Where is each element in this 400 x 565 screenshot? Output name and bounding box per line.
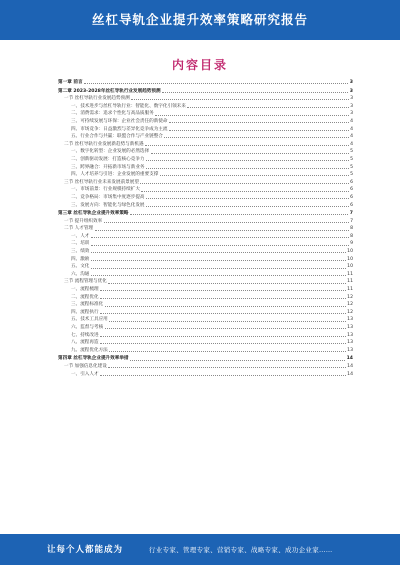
toc-leader-dots: [100, 290, 346, 291]
toc-entry-label: 五、技术工具应用: [71, 317, 108, 323]
toc-entry-label: 一、人才: [71, 233, 90, 239]
toc-entry[interactable]: [58, 294, 353, 302]
toc-leader-dots: [130, 360, 345, 361]
toc-entry-label: 三、流程标准化: [71, 302, 104, 308]
toc-entry-label: 一、数字化转型：企业发展的必然选择: [71, 149, 150, 155]
toc-entry-label: 六、监督与考核: [71, 325, 104, 330]
toc-leader-dots: [155, 115, 348, 116]
toc-leader-dots: [109, 321, 345, 322]
toc-entry[interactable]: [58, 371, 353, 379]
toc-entry-page: 5: [350, 149, 353, 155]
toc-entry[interactable]: [58, 271, 353, 279]
toc-entry-label: 三节 流程管理与优化: [64, 279, 107, 285]
toc-entry[interactable]: [58, 103, 353, 111]
toc-entry-page: 4: [350, 126, 353, 132]
toc-entry[interactable]: [58, 202, 353, 210]
toc-entry-label: 第一章 前言: [58, 80, 83, 85]
toc-entry[interactable]: [58, 88, 353, 96]
toc-leader-dots: [169, 122, 349, 123]
footer-slogan: 让每个人都能成为: [47, 545, 124, 555]
toc-entry[interactable]: [58, 301, 353, 309]
toc-entry[interactable]: [58, 332, 353, 340]
toc-leader-dots: [95, 230, 349, 231]
toc-entry-page: 4: [350, 118, 353, 124]
toc-leader-dots: [84, 83, 348, 84]
toc-entry-label: 一、流程梳理: [71, 287, 99, 293]
toc-entry-page: 7: [350, 218, 353, 224]
toc-entry-label: 三节 丝杠导轨行业未来发展前景展望: [64, 179, 139, 185]
toc-entry[interactable]: [58, 95, 353, 103]
toc-leader-dots: [100, 313, 346, 314]
toc-leader-dots: [187, 107, 348, 108]
toc-entry-page: 13: [347, 347, 353, 353]
toc-leader-dots: [91, 245, 349, 246]
toc-entry-page: 3: [349, 88, 353, 94]
toc-leader-dots: [104, 222, 349, 223]
toc-entry-page: 4: [350, 134, 353, 140]
toc-leader-dots: [151, 153, 349, 154]
toc-entry-label: 二、消费需求：追求个性化与高品质服务: [71, 111, 154, 117]
toc-entry-label: 第三章 丝杠导轨企业提升效率策略: [58, 211, 129, 217]
toc-entry[interactable]: [58, 248, 353, 256]
toc-entry-label: 二、流程优化: [71, 294, 99, 300]
toc-entry-label: 三、发展方向：智能化与绿色化发展: [71, 202, 145, 208]
toc-entry-label: 一节 提升组织效率: [64, 218, 103, 224]
toc-leader-dots: [108, 367, 345, 368]
toc-entry[interactable]: [58, 118, 353, 126]
toc-leader-dots: [91, 237, 349, 238]
toc-entry[interactable]: [58, 148, 353, 156]
toc-entry-label: 五、行业合作与共赢：联盟合作与产业链整合: [71, 134, 163, 140]
report-title: 丝杠导轨企业提升效率策略研究报告: [91, 12, 308, 27]
toc-entry-label: 一、技术进步与丝杠导轨行业：智能化、数字化引领未来: [71, 103, 186, 109]
toc-leader-dots: [105, 328, 346, 329]
toc-leader-dots: [164, 137, 348, 138]
toc-entry-label: 一、引入人才: [71, 371, 99, 377]
toc-entry[interactable]: [58, 225, 353, 233]
toc-entry[interactable]: [58, 256, 353, 264]
toc-leader-dots: [140, 183, 348, 184]
toc-entry-page: 6: [350, 194, 353, 200]
toc-entry-label: 六、沟通: [71, 271, 90, 277]
toc-entry-label: 二、竞争格局：市场集中度逐步提高: [71, 194, 145, 200]
toc-entry-page: 10: [347, 256, 353, 262]
toc-entry[interactable]: [58, 233, 353, 241]
toc-entry-page: 12: [347, 294, 353, 300]
toc-entry-label: 五、文化: [71, 264, 90, 270]
toc-entry-page: 5: [350, 164, 353, 170]
toc-entry[interactable]: [58, 363, 353, 371]
toc-entry[interactable]: [58, 347, 353, 355]
toc-entry[interactable]: [58, 133, 353, 141]
toc-entry[interactable]: [58, 286, 353, 294]
toc-entry-page: 11: [347, 279, 353, 285]
toc-entry-page: 12: [347, 302, 353, 308]
toc-entry-page: 5: [350, 172, 353, 178]
toc-entry[interactable]: [58, 278, 353, 286]
toc-entry[interactable]: [58, 240, 353, 248]
toc-entry-page: 4: [350, 141, 353, 147]
toc-entry[interactable]: [58, 218, 353, 226]
toc-entry[interactable]: [58, 186, 353, 194]
toc-heading: 内容目录: [171, 58, 228, 72]
toc-entry-label: 四、流程执行: [71, 309, 99, 315]
toc-entry-label: 一节 加强信息化建设: [64, 363, 107, 369]
toc-entry-page: 13: [347, 325, 353, 330]
toc-leader-dots: [146, 160, 349, 161]
toc-entry-page: 6: [350, 179, 353, 185]
toc-entry[interactable]: [58, 79, 353, 87]
toc-entry-label: 三、可持续发展与环保：企业社会责任的新使命: [71, 118, 168, 124]
toc-entry[interactable]: [58, 324, 353, 332]
toc-entry-label: 七、持续改进: [71, 332, 99, 338]
toc-entry[interactable]: [58, 164, 353, 172]
toc-entry-label: 四、人才培养与引进：企业发展的重要支撑: [71, 172, 159, 178]
toc-entry[interactable]: [58, 126, 353, 134]
toc-entry-page: 8: [350, 233, 353, 239]
toc-entry-page: 3: [349, 80, 353, 85]
toc-entry-label: 四、市场竞争：日益激烈与差异化竞争成为主流: [71, 126, 168, 132]
toc-entry-label: 二、创新驱动发展：打造核心竞争力: [71, 156, 145, 162]
toc-entry[interactable]: [58, 194, 353, 202]
toc-entry-page: 5: [350, 156, 353, 162]
toc-entry-label: 第二章 2023-2028年丝杠导轨行业发展趋势预测: [58, 88, 161, 94]
toc-leader-dots: [141, 191, 348, 192]
toc-entry-page: 3: [350, 111, 353, 117]
toc-entry-label: 八、流程再造: [71, 340, 99, 346]
toc-entry-label: 一节 丝杠导轨行业发展趋势预测: [64, 96, 130, 102]
toc-entry-page: 3: [350, 103, 353, 109]
toc-entry[interactable]: [58, 156, 353, 164]
toc-entry-label: 四、激励: [71, 256, 90, 262]
toc-entry-label: 第四章 丝杠导轨企业提升效率举措: [58, 356, 129, 362]
toc-leader-dots: [100, 298, 346, 299]
toc-entry-page: 6: [350, 187, 353, 193]
toc-entry-page: 6: [350, 202, 353, 208]
toc-entry[interactable]: [58, 309, 353, 317]
table-of-contents: [58, 79, 353, 378]
toc-leader-dots: [146, 206, 349, 207]
toc-leader-dots: [91, 252, 346, 253]
footer-banner: [0, 534, 400, 565]
toc-entry-page: 14: [346, 356, 353, 362]
toc-entry-label: 一、市场前景：行业规模持续扩大: [71, 187, 140, 193]
toc-entry-page: 10: [347, 249, 353, 255]
toc-entry[interactable]: [58, 316, 353, 324]
toc-entry-page: 14: [347, 371, 353, 377]
toc-entry[interactable]: [58, 171, 353, 179]
toc-leader-dots: [100, 343, 346, 344]
toc-entry[interactable]: [58, 210, 353, 218]
toc-leader-dots: [105, 306, 346, 307]
toc-leader-dots: [146, 168, 349, 169]
toc-entry-page: 10: [347, 264, 353, 270]
toc-entry[interactable]: [58, 141, 353, 149]
toc-leader-dots: [130, 214, 348, 215]
toc-leader-dots: [91, 268, 346, 269]
toc-entry[interactable]: [58, 339, 353, 347]
toc-entry[interactable]: [58, 179, 353, 187]
toc-entry[interactable]: [58, 110, 353, 118]
toc-leader-dots: [100, 375, 346, 376]
toc-leader-dots: [131, 99, 348, 100]
toc-leader-dots: [145, 145, 349, 146]
toc-leader-dots: [146, 198, 349, 199]
toc-entry-page: 14: [347, 363, 353, 369]
toc-leader-dots: [169, 130, 349, 131]
toc-entry-page: 8: [350, 226, 353, 232]
toc-entry-page: 13: [347, 340, 353, 346]
toc-entry[interactable]: [58, 355, 353, 363]
footer-roles: 行业专家、管理专家、营销专家、战略专家、成功企业家……: [149, 546, 333, 554]
toc-entry[interactable]: [58, 263, 353, 271]
toc-entry-label: 三、跨界融合：开拓新市场与新业务: [71, 164, 145, 170]
toc-leader-dots: [162, 92, 348, 93]
toc-entry-label: 二节 人才管理: [64, 226, 94, 232]
toc-entry-page: 9: [350, 241, 353, 247]
toc-leader-dots: [109, 351, 345, 352]
toc-entry-page: 13: [347, 317, 353, 323]
toc-leader-dots: [160, 175, 349, 176]
toc-entry-label: 三、绩效: [71, 249, 90, 255]
toc-leader-dots: [91, 275, 346, 276]
toc-leader-dots: [108, 283, 345, 284]
toc-entry-label: 二节 丝杠导轨行业发展新趋势与新机遇: [64, 141, 144, 147]
toc-entry-page: 13: [347, 332, 353, 338]
toc-entry-page: 12: [347, 309, 353, 315]
toc-leader-dots: [91, 260, 346, 261]
toc-entry-page: 11: [347, 287, 353, 293]
toc-leader-dots: [100, 336, 346, 337]
toc-entry-page: 3: [350, 96, 353, 102]
toc-entry-page: 7: [349, 211, 353, 217]
toc-entry-label: 二、培训: [71, 241, 90, 247]
report-header: [0, 0, 400, 40]
toc-entry-label: 九、流程优化方法: [71, 347, 108, 353]
toc-entry-page: 11: [347, 271, 353, 277]
